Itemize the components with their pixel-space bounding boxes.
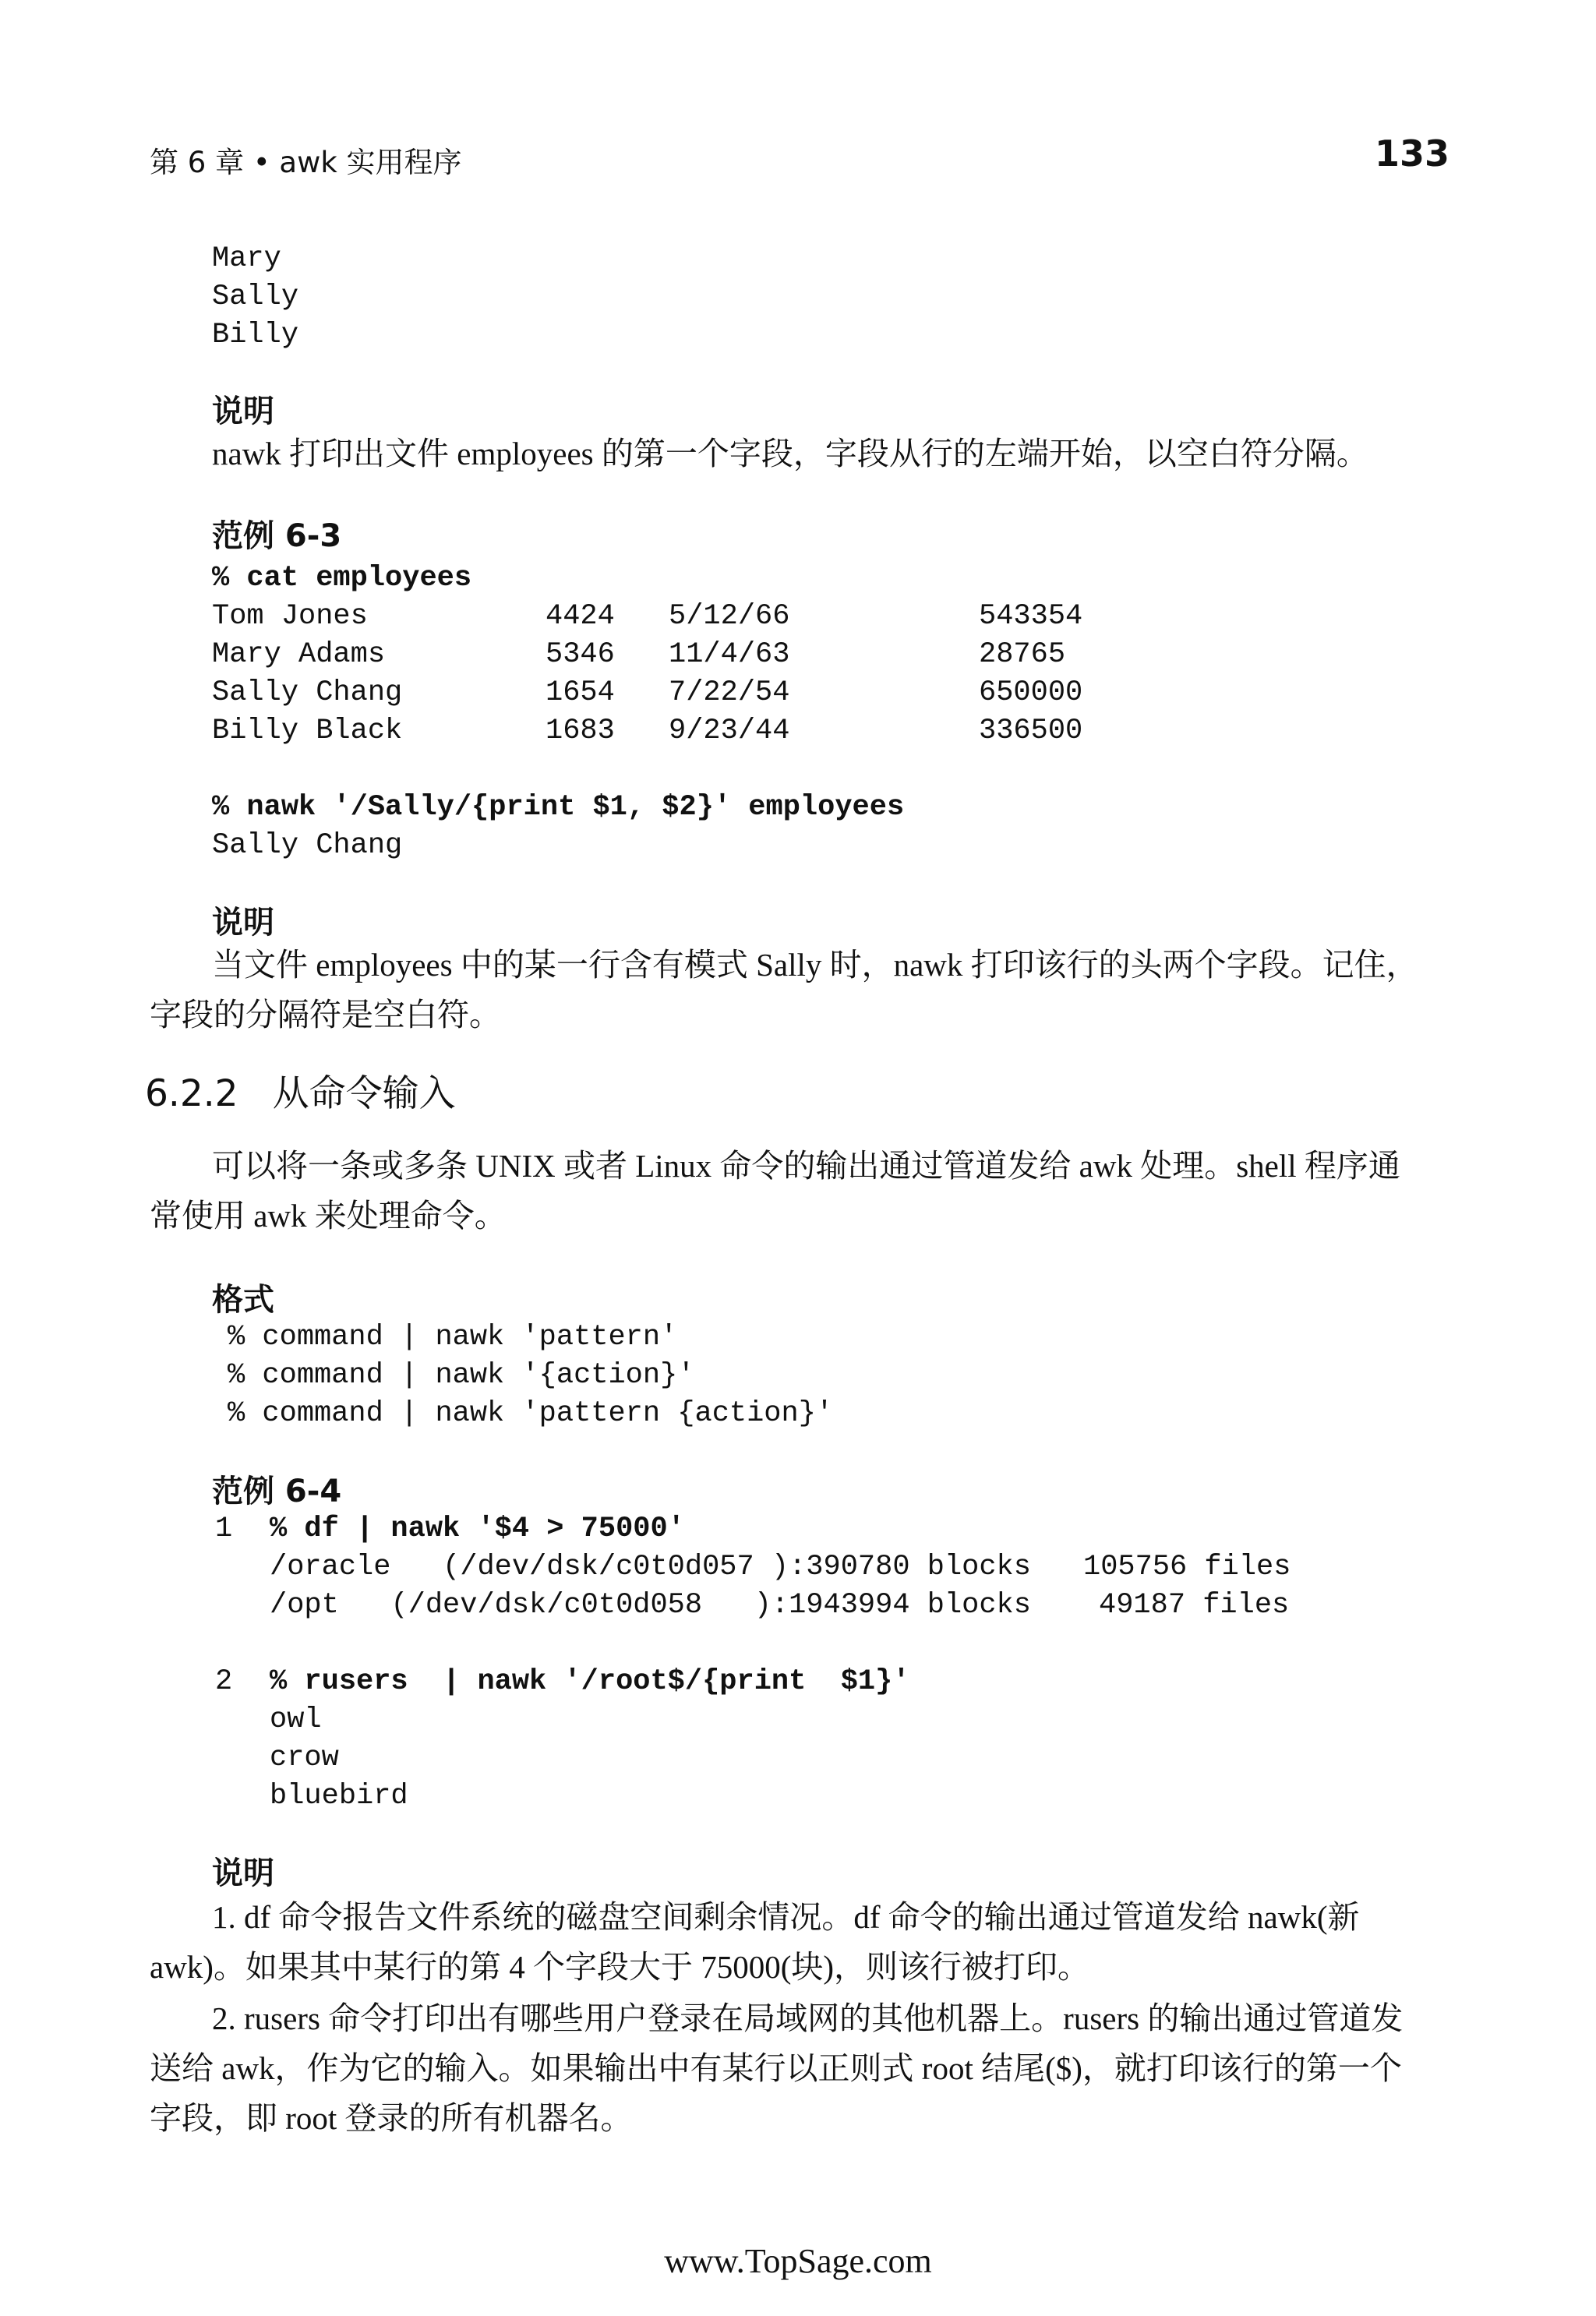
page-number: 133 xyxy=(1374,132,1449,175)
table-cell: 5/12/66 xyxy=(669,600,790,633)
table-cell: 9/23/44 xyxy=(669,715,790,747)
explanation-text: awk)。如果其中某行的第 4 个字段大于 75000(块)，则该行被打印。 xyxy=(150,1949,1090,1985)
output-line: 49187 files xyxy=(1099,1589,1290,1622)
table-cell: 1683 xyxy=(546,715,615,747)
table-cell: 5346 xyxy=(546,638,615,671)
table-cell: 543354 xyxy=(979,600,1083,633)
output-line: owl xyxy=(270,1703,322,1736)
section-number: 6.2.2 xyxy=(145,1072,238,1115)
paragraph-line: 常使用 awk 来处理命令。 xyxy=(150,1198,507,1234)
format-line: % command | nawk '{action}' xyxy=(228,1359,695,1392)
output-line: 105756 files xyxy=(1083,1551,1291,1583)
output-line: /opt (/dev/dsk/c0t0d058 ):1943994 blocks xyxy=(270,1589,1031,1622)
table-cell: 28765 xyxy=(979,638,1066,671)
table-cell: Sally Chang xyxy=(212,676,403,709)
explanation-text: 当文件 employees 中的某一行含有模式 Sally 时，nawk 打印该行的头两个字段。记住， xyxy=(212,947,1418,983)
table-cell: 1654 xyxy=(546,676,615,709)
output-line: Sally xyxy=(212,281,299,313)
table-row xyxy=(212,598,1083,636)
table-cell: Mary Adams xyxy=(212,638,386,671)
table-cell: 336500 xyxy=(979,715,1083,747)
table-cell: 650000 xyxy=(979,676,1083,709)
format-line: % command | nawk 'pattern' xyxy=(228,1321,678,1354)
table-row xyxy=(212,674,1083,712)
command-line: % rusers | nawk '/root$/{print $1}' xyxy=(270,1665,910,1698)
section-heading xyxy=(145,1064,456,1117)
table-cell: 4424 xyxy=(546,600,615,633)
command-line: % nawk '/Sally/{print $1, $2}' employees xyxy=(212,791,905,824)
explanation-text: 2. rusers 命令打印出有哪些用户登录在局域网的其他机器上。rusers 的输出通过管道发 xyxy=(212,2000,1404,2036)
command-line: % df | nawk '$4 > 75000' xyxy=(270,1513,685,1545)
explanation-text: nawk 打印出文件 employees 的第一个字段，字段从行的左端开始，以空白符分隔。 xyxy=(212,436,1368,471)
explanation-heading: 说明 xyxy=(212,905,274,941)
table-row xyxy=(212,712,1083,750)
output-line: Mary xyxy=(212,242,281,275)
explanation-text: 字段的分隔符是空白符。 xyxy=(150,997,501,1033)
footer-watermark: www.TopSage.com xyxy=(664,2242,932,2280)
table-cell: 7/22/54 xyxy=(669,676,790,709)
section-title: 从命令输入 xyxy=(272,1072,456,1115)
explanation-heading: 说明 xyxy=(212,1855,274,1891)
explanation-text: 1. df 命令报告文件系统的磁盘空间剩余情况。df 命令的输出通过管道发给 nawk(新 xyxy=(212,1899,1360,1935)
running-head: 第 6 章 • awk 实用程序 xyxy=(150,146,462,179)
example-title: 范例 6-3 xyxy=(212,518,342,554)
output-line: Billy xyxy=(212,319,299,351)
format-heading: 格式 xyxy=(212,1282,274,1318)
command-line: % cat employees xyxy=(212,562,472,595)
format-line: % command | nawk 'pattern {action}' xyxy=(228,1397,834,1430)
explanation-text: 字段，即 root 登录的所有机器名。 xyxy=(150,2100,633,2136)
table-cell: Tom Jones xyxy=(212,600,368,633)
example-title: 范例 6-4 xyxy=(212,1474,342,1509)
line-number: 2 xyxy=(215,1665,233,1698)
explanation-text: 送给 awk，作为它的输入。如果输出中有某行以正则式 root 结尾($)，就打印该行的第一个 xyxy=(150,2050,1402,2086)
output-line: Sally Chang xyxy=(212,829,403,862)
table-cell: Billy Black xyxy=(212,715,403,747)
output-line: bluebird xyxy=(270,1780,408,1813)
table-row xyxy=(212,636,1066,674)
table-cell: 11/4/63 xyxy=(669,638,790,671)
explanation-heading: 说明 xyxy=(212,394,274,429)
output-line: /oracle (/dev/dsk/c0t0d057 ):390780 blocks xyxy=(270,1551,1031,1583)
paragraph-line: 可以将一条或多条 UNIX 或者 Linux 命令的输出通过管道发给 awk 处理。shell 程序通 xyxy=(212,1148,1400,1184)
line-number: 1 xyxy=(215,1513,233,1545)
output-line: crow xyxy=(270,1742,339,1774)
